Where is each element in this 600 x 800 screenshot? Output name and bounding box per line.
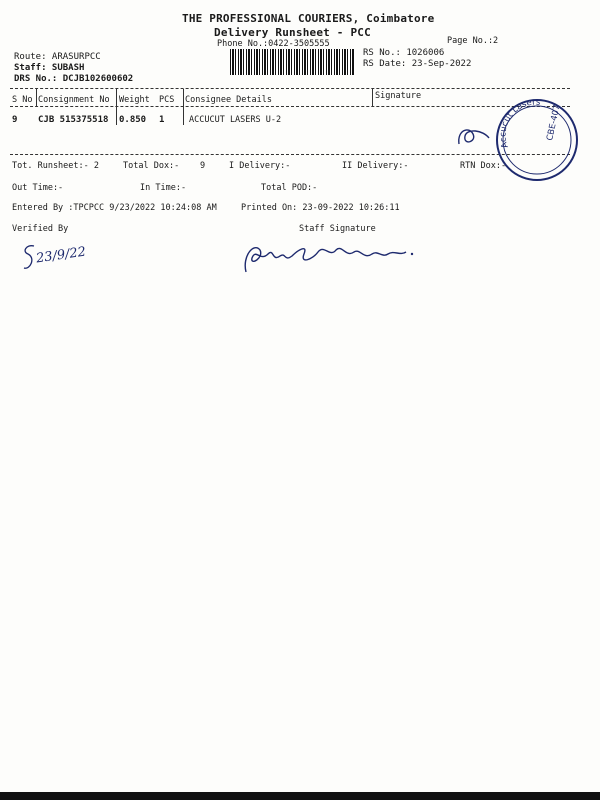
company-title: THE PROFESSIONAL COURIERS, Coimbatore xyxy=(182,12,435,25)
column-divider xyxy=(183,89,184,125)
stamp-text: Accucut Lasers xyxy=(498,97,541,150)
entered-by: Entered By :TPCPCC 9/23/2022 10:24:08 AM xyxy=(12,203,217,213)
verified-date: 23/9/22 xyxy=(35,244,87,267)
scan-edge xyxy=(0,792,600,800)
rtn-dox-label: RTN Dox:- xyxy=(460,161,507,171)
runsheet-subtitle: Delivery Runsheet - PCC xyxy=(214,26,371,39)
header-sno: S No xyxy=(12,95,33,105)
verified-by-label: Verified By xyxy=(12,224,69,234)
route-label: Route: ARASURPCC xyxy=(14,52,101,62)
ii-delivery-label: II Delivery:- xyxy=(342,161,409,171)
total-dox-value: 9 xyxy=(200,161,206,171)
cell-pcs: 1 xyxy=(159,115,165,125)
column-divider xyxy=(116,89,117,125)
staff-label: Staff: SUBASH xyxy=(14,63,85,73)
cell-weight: 0.850 xyxy=(119,115,147,125)
page-number: Page No.:2 xyxy=(447,36,499,46)
total-pod-label: Total POD:- xyxy=(261,183,318,193)
out-time-label: Out Time:- xyxy=(12,183,64,193)
cell-sno: 9 xyxy=(12,115,18,125)
cell-consignee: ACCUCUT LASERS U-2 xyxy=(189,115,282,125)
column-divider xyxy=(372,89,373,107)
total-dox-label: Total Dox:- xyxy=(123,161,180,171)
staff-signature xyxy=(238,236,418,280)
header-consignment: Consignment No xyxy=(38,95,110,105)
header-weight: Weight xyxy=(119,95,150,105)
header-signature: Signature xyxy=(375,91,422,101)
printed-on: Printed On: 23-09-2022 10:26:11 xyxy=(241,203,400,213)
column-divider xyxy=(36,89,37,107)
staff-signature-label: Staff Signature xyxy=(299,224,376,234)
drs-number: DRS No.: DCJB102600602 xyxy=(14,74,134,84)
signature-scribble xyxy=(455,122,495,150)
rs-number: RS No.: 1026006 xyxy=(363,48,445,58)
header-consignee: Consignee Details xyxy=(185,95,272,105)
barcode xyxy=(230,49,355,75)
total-runsheet: Tot. Runsheet:- 2 xyxy=(12,161,99,171)
table-top-rule xyxy=(10,88,570,89)
phone-number: Phone No.:0422-3505555 xyxy=(217,39,330,49)
cell-consignment: CJB 515375518 xyxy=(38,115,109,125)
company-stamp xyxy=(494,97,580,183)
in-time-label: In Time:- xyxy=(140,183,187,193)
verified-handwriting xyxy=(20,238,100,278)
header-pcs: PCS xyxy=(159,95,175,105)
rs-date: RS Date: 23-Sep-2022 xyxy=(363,59,472,69)
stamp-code: CBE-407 xyxy=(545,103,563,142)
table-header-rule xyxy=(10,106,570,107)
table-bottom-rule xyxy=(10,154,570,155)
i-delivery-label: I Delivery:- xyxy=(229,161,291,171)
